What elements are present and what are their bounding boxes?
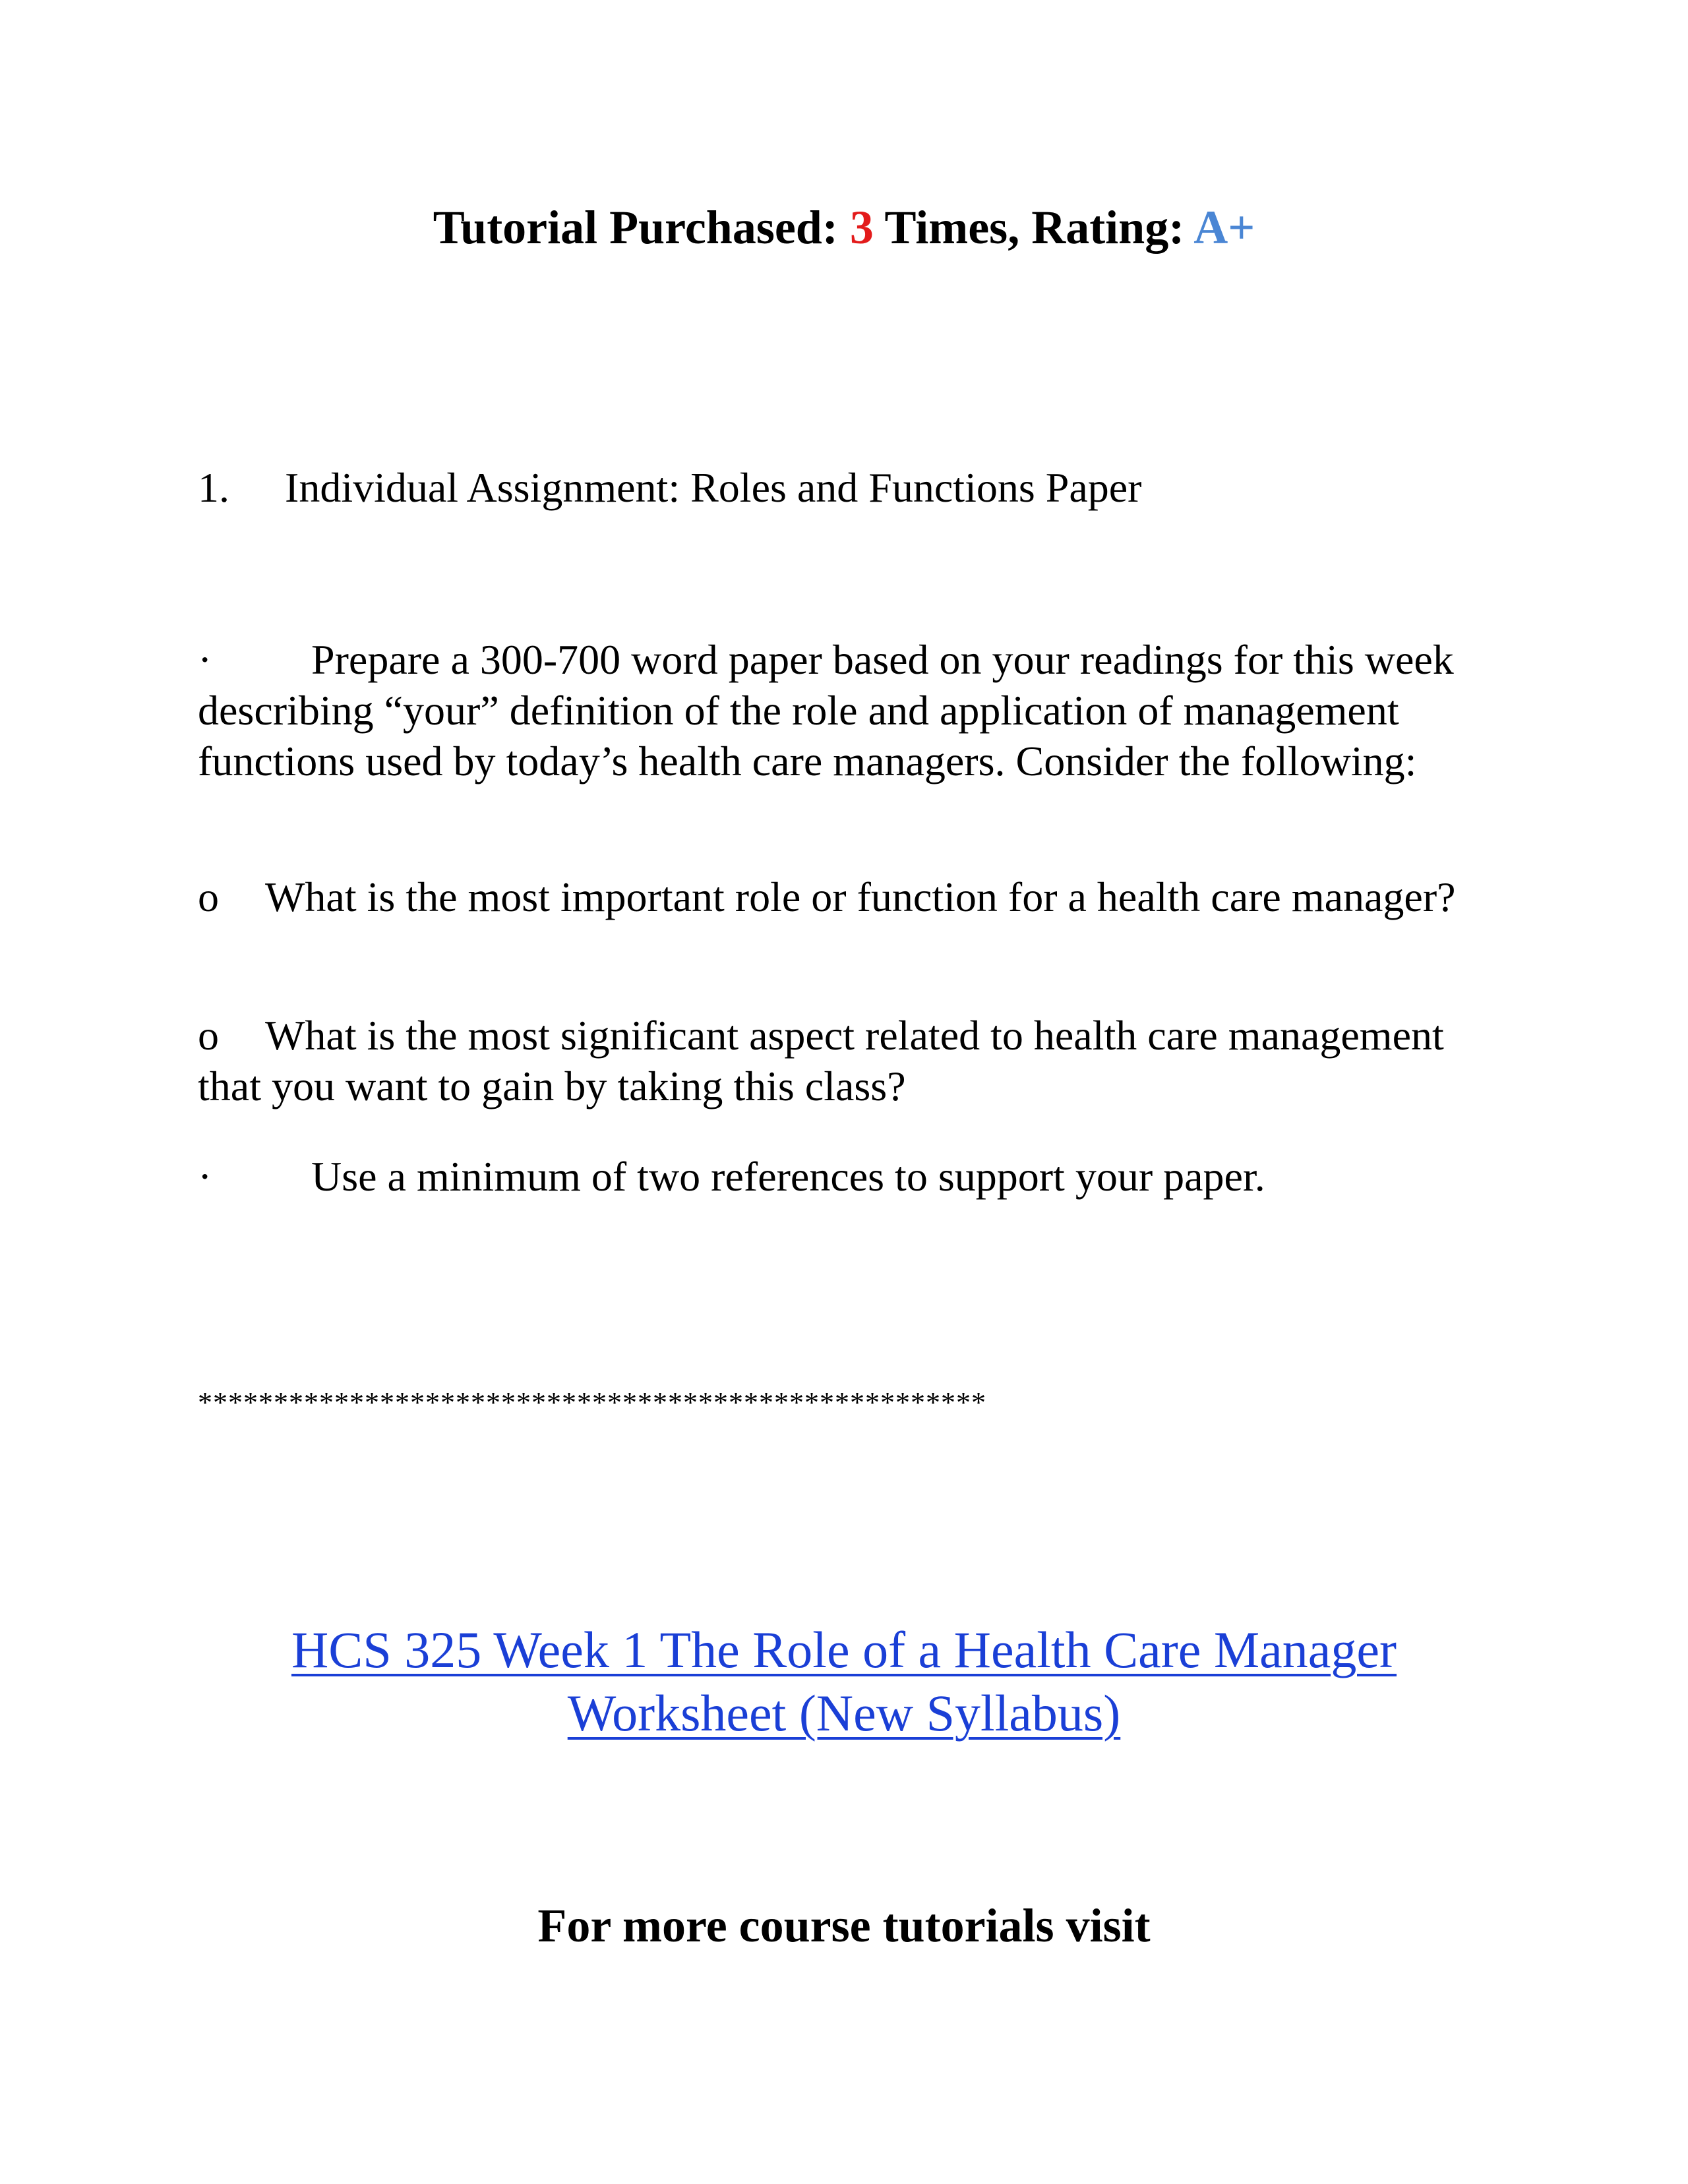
prepare-text: Prepare a 300-700 word paper based on your readings for this week describing “your” definition of the role and application of management functions used by today’s health care managers. Consider the following:: [198, 636, 1454, 784]
prepare-paragraph: [198, 634, 1490, 786]
question-2: [198, 1010, 1490, 1111]
item-title: Individual Assignment: Roles and Functions Paper: [285, 464, 1142, 511]
rating-value: A+: [1193, 201, 1255, 254]
separator-line: ****************************************************: [198, 1386, 986, 1419]
assignment-item: [198, 461, 1141, 514]
question-1: [198, 871, 1490, 922]
footer-text: For more course tutorials visit: [537, 1899, 1151, 1952]
course-link-line-1[interactable]: HCS 325 Week 1 The Role of a Health Care Manager: [291, 1621, 1397, 1678]
references-text: Use a minimum of two references to support your paper.: [311, 1153, 1265, 1200]
heading-prefix: Tutorial Purchased:: [433, 201, 838, 254]
purchase-heading: [0, 198, 1688, 257]
course-link[interactable]: [0, 1618, 1688, 1745]
course-link-line-2[interactable]: Worksheet (New Syllabus): [567, 1684, 1121, 1742]
question-2-text: What is the most significant aspect related to health care management that you want to gain by taking this class?: [198, 1012, 1444, 1109]
bullet-circle: o: [198, 873, 219, 920]
purchase-count: 3: [849, 201, 874, 254]
bullet-circle: o: [198, 1012, 219, 1059]
item-number: 1.: [198, 464, 229, 511]
references-paragraph: [198, 1151, 1490, 1202]
heading-middle: Times, Rating:: [884, 201, 1185, 254]
bullet-dot: ·: [198, 1153, 212, 1200]
question-1-text: What is the most important role or function for a health care manager?: [265, 873, 1456, 920]
bullet-dot: ·: [198, 636, 212, 683]
